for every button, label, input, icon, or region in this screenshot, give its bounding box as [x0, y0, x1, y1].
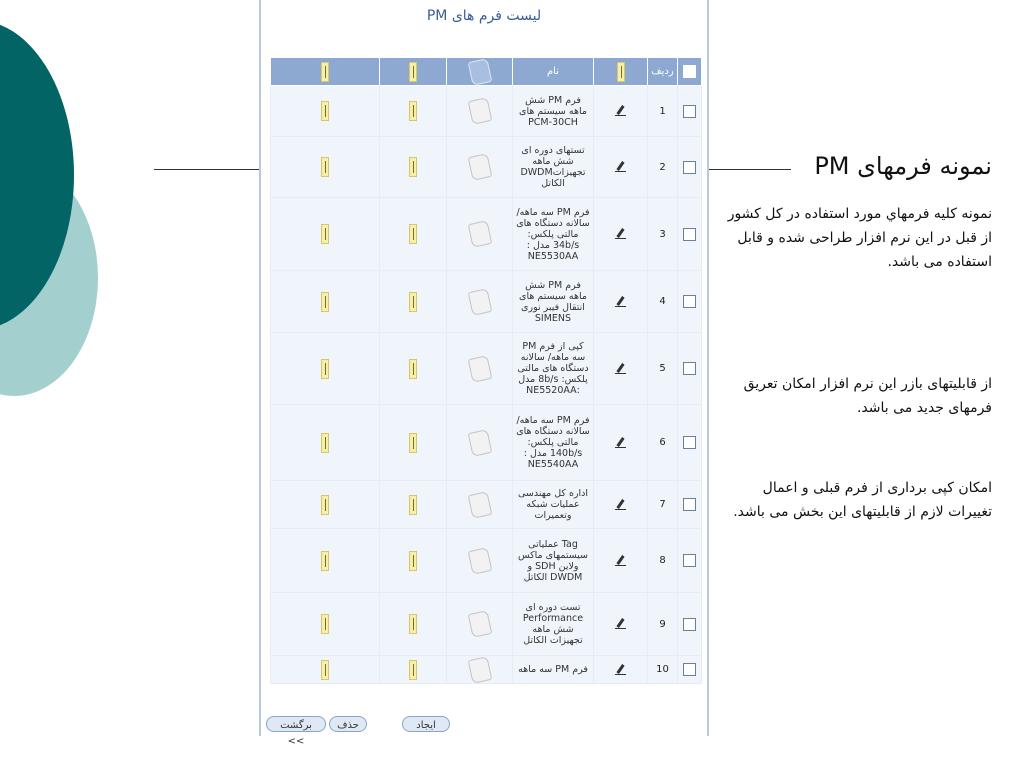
tables-icon[interactable]: [409, 292, 417, 312]
edit-icon[interactable]: [615, 499, 626, 510]
tables-icon[interactable]: [409, 433, 417, 453]
document-icon[interactable]: [467, 610, 492, 638]
form-name: Tag عملیاتی سیستمهای ماکس ولاین SDH و DWDM الکاتل: [513, 529, 594, 593]
table-row: [271, 86, 702, 137]
table-row: [271, 593, 702, 656]
edit-header-icon: [617, 62, 625, 82]
delete-button[interactable]: حذف: [329, 716, 367, 732]
back-button[interactable]: برگشت >>: [266, 716, 326, 732]
document-icon[interactable]: [467, 220, 492, 248]
document-icon[interactable]: [467, 355, 492, 383]
header-data-entry: [271, 58, 380, 86]
select-all-cell[interactable]: [678, 58, 702, 86]
document-icon[interactable]: [467, 547, 492, 575]
table-row: [271, 198, 702, 271]
data-entry-header-icon: [321, 62, 329, 82]
row-number: 3: [648, 198, 678, 271]
form-name: فرم PM سه ماهه/ سالانه دستگاه های مالتی پلکس: 140b/s مدل : NE5540AA: [513, 405, 594, 481]
form-name: فرم PM شش ماهه سیستم های انتقال فیبر نوری SIMENS: [513, 271, 594, 333]
slide-heading: نمونه فرمهای PM: [814, 152, 992, 180]
form-name: کپی از فرم PM سه ماهه/ سالانه دستگاه های مالتی پلکس: 8b/s مدل :NE5520AA: [513, 333, 594, 405]
tables-icon[interactable]: [409, 101, 417, 121]
document-header-icon: [467, 58, 492, 86]
tables-icon[interactable]: [409, 614, 417, 634]
header-edit: [594, 58, 648, 86]
table-row: [271, 529, 702, 593]
document-icon[interactable]: [467, 97, 492, 125]
row-checkbox[interactable]: [683, 436, 696, 449]
document-icon[interactable]: [467, 153, 492, 181]
edit-icon[interactable]: [615, 363, 626, 374]
row-checkbox[interactable]: [683, 362, 696, 375]
table-header-row: [271, 58, 702, 86]
row-number: 6: [648, 405, 678, 481]
data-entry-icon[interactable]: [321, 660, 329, 680]
form-name: تست دوره ای Performance شش ماهه تجهیزات الکاتل: [513, 593, 594, 656]
description-paragraph-2: از قابلیتهای بازر این نرم افزار امکان تعریق فرمهای جدید می باشد.: [743, 376, 992, 416]
edit-icon[interactable]: [615, 555, 626, 566]
row-checkbox[interactable]: [683, 618, 696, 631]
pm-forms-panel: [259, 0, 709, 736]
data-entry-icon[interactable]: [321, 292, 329, 312]
tables-icon[interactable]: [409, 495, 417, 515]
row-number: 9: [648, 593, 678, 656]
edit-icon[interactable]: [615, 105, 626, 116]
tables-icon[interactable]: [409, 660, 417, 680]
row-checkbox[interactable]: [683, 295, 696, 308]
row-number: 2: [648, 137, 678, 198]
row-number: 4: [648, 271, 678, 333]
edit-icon[interactable]: [615, 296, 626, 307]
edit-icon[interactable]: [615, 437, 626, 448]
create-button[interactable]: ایجاد: [402, 716, 450, 732]
row-checkbox[interactable]: [683, 228, 696, 241]
header-radif: ردیف: [648, 58, 678, 86]
header-view: [447, 58, 513, 86]
edit-icon[interactable]: [615, 664, 626, 675]
data-entry-icon[interactable]: [321, 224, 329, 244]
form-name: اداره کل مهندسی عملیات شبکه وتعمیرات: [513, 481, 594, 529]
data-entry-icon[interactable]: [321, 359, 329, 379]
data-entry-icon[interactable]: [321, 433, 329, 453]
table-row: [271, 656, 702, 684]
header-tables: [380, 58, 447, 86]
tables-icon[interactable]: [409, 359, 417, 379]
description-paragraph-3: امکان کپی برداری از فرم قبلی و اعمال تغییرات لازم از قابلیتهای این بخش می باشد.: [733, 480, 992, 520]
row-number: 7: [648, 481, 678, 529]
document-icon[interactable]: [467, 288, 492, 316]
document-icon[interactable]: [467, 656, 492, 684]
row-checkbox[interactable]: [683, 105, 696, 118]
tables-header-icon: [409, 62, 417, 82]
edit-icon[interactable]: [615, 618, 626, 629]
data-entry-icon[interactable]: [321, 101, 329, 121]
select-all-checkbox[interactable]: [683, 65, 696, 78]
form-name: فرم PM سه ماهه/ سالانه دستگاه های مالتی پلکس: 34b/s مدل : NE5530AA: [513, 198, 594, 271]
table-row: [271, 333, 702, 405]
form-name: فرم PM شش ماهه سیستم های PCM-30CH: [513, 86, 594, 137]
tables-icon[interactable]: [409, 157, 417, 177]
connector-line-left: [154, 169, 259, 170]
edit-icon[interactable]: [615, 161, 626, 172]
document-icon[interactable]: [467, 429, 492, 457]
tables-icon[interactable]: [409, 551, 417, 571]
row-number: 1: [648, 86, 678, 137]
form-name: تستهای دوره ای شش ماهه تجهیزاتDWDM الکاتل: [513, 137, 594, 198]
document-icon[interactable]: [467, 491, 492, 519]
edit-icon[interactable]: [615, 228, 626, 239]
form-name: فرم PM سه ماهه: [513, 656, 594, 684]
header-name: نام: [513, 58, 594, 86]
table-row: [271, 271, 702, 333]
data-entry-icon[interactable]: [321, 551, 329, 571]
data-entry-icon[interactable]: [321, 495, 329, 515]
row-number: 8: [648, 529, 678, 593]
row-checkbox[interactable]: [683, 161, 696, 174]
page-title: PM لیست فرم های: [426, 8, 542, 24]
tables-icon[interactable]: [409, 224, 417, 244]
row-checkbox[interactable]: [683, 554, 696, 567]
row-number: 10: [648, 656, 678, 684]
row-checkbox[interactable]: [683, 663, 696, 676]
data-entry-icon[interactable]: [321, 157, 329, 177]
description-paragraph-1: نمونه کلیه فرمهاي مورد استفاده در کل کشور از قبل در این نرم افزار طراحی شده و قابل استفاده می باشد.: [727, 206, 992, 270]
row-number: 5: [648, 333, 678, 405]
table-row: [271, 405, 702, 481]
table-row: [271, 481, 702, 529]
forms-table: [270, 57, 702, 684]
row-checkbox[interactable]: [683, 498, 696, 511]
table-row: [271, 137, 702, 198]
data-entry-icon[interactable]: [321, 614, 329, 634]
